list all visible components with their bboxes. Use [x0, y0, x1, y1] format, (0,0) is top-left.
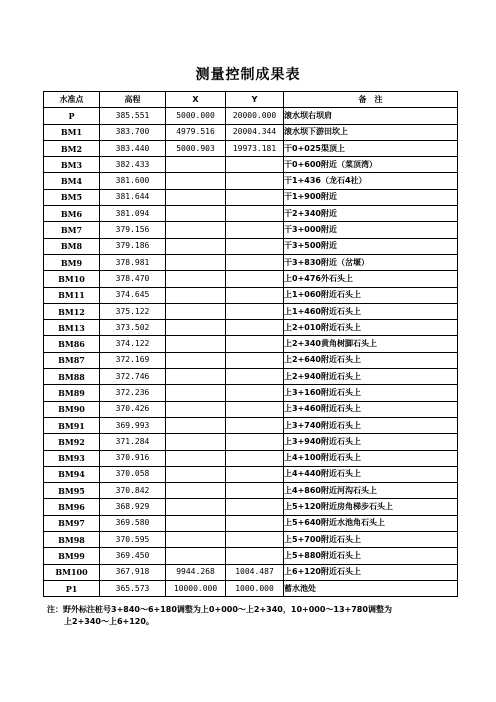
elevation-cell: 383.440 — [100, 140, 166, 156]
elevation-cell: 374.122 — [100, 336, 166, 352]
table-row — [44, 320, 458, 336]
remarks-cell: 上4+860附近河沟石头上 — [284, 483, 458, 499]
x-coordinate-cell — [166, 222, 226, 238]
elevation-cell: 375.122 — [100, 303, 166, 319]
x-coordinate-cell — [166, 548, 226, 564]
footnote-line-1: 注：野外标注桩号3+840～6+180调整为上0+000～上2+340，10+000～13+780调整为 — [47, 605, 392, 614]
x-coordinate-cell — [166, 157, 226, 173]
benchmark-cell: BM89 — [44, 385, 100, 401]
benchmark-cell: BM1 — [44, 124, 100, 140]
remarks-cell: 上3+740附近石头上 — [284, 417, 458, 433]
benchmark-cell: BM93 — [44, 450, 100, 466]
table-row — [44, 352, 458, 368]
benchmark-cell: BM5 — [44, 189, 100, 205]
x-coordinate-cell — [166, 303, 226, 319]
y-coordinate-cell — [226, 271, 284, 287]
elevation-cell: 379.186 — [100, 238, 166, 254]
x-coordinate-cell — [166, 206, 226, 222]
benchmark-cell: BM90 — [44, 401, 100, 417]
benchmark-cell: BM6 — [44, 206, 100, 222]
benchmark-cell: BM4 — [44, 173, 100, 189]
y-coordinate-cell — [226, 320, 284, 336]
benchmark-cell: BM100 — [44, 564, 100, 580]
y-coordinate-cell — [226, 157, 284, 173]
remarks-cell: 干2+340附近 — [284, 206, 458, 222]
y-coordinate-cell — [226, 254, 284, 270]
x-coordinate-cell: 9944.268 — [166, 564, 226, 580]
x-coordinate-cell — [166, 434, 226, 450]
benchmark-cell: BM3 — [44, 157, 100, 173]
y-coordinate-cell — [226, 336, 284, 352]
table-row — [44, 401, 458, 417]
x-coordinate-cell — [166, 287, 226, 303]
benchmark-cell: BM92 — [44, 434, 100, 450]
remarks-cell: 滚水坝下游田坎上 — [284, 124, 458, 140]
benchmark-cell: BM95 — [44, 483, 100, 499]
remarks-cell: 上0+476外石头上 — [284, 271, 458, 287]
benchmark-cell: BM2 — [44, 140, 100, 156]
y-coordinate-cell: 20000.000 — [226, 108, 284, 124]
elevation-cell: 372.236 — [100, 385, 166, 401]
benchmark-cell: BM94 — [44, 466, 100, 482]
table-row — [44, 189, 458, 205]
table-row — [44, 108, 458, 124]
elevation-cell: 369.580 — [100, 515, 166, 531]
x-coordinate-cell — [166, 238, 226, 254]
x-coordinate-cell — [166, 369, 226, 385]
y-coordinate-cell: 19973.181 — [226, 140, 284, 156]
remarks-cell: 上3+160附近石头上 — [284, 385, 458, 401]
column-header-remarks: 备 注 — [284, 92, 458, 108]
table-row — [44, 206, 458, 222]
table-row — [44, 336, 458, 352]
elevation-cell: 379.156 — [100, 222, 166, 238]
remarks-cell: 干3+000附近 — [284, 222, 458, 238]
table-row — [44, 417, 458, 433]
table-row — [44, 580, 458, 596]
y-coordinate-cell — [226, 532, 284, 548]
remarks-cell: 上4+100附近石头上 — [284, 450, 458, 466]
benchmark-cell: BM11 — [44, 287, 100, 303]
y-coordinate-cell — [226, 385, 284, 401]
elevation-cell: 373.502 — [100, 320, 166, 336]
table-row — [44, 385, 458, 401]
table-row — [44, 434, 458, 450]
column-header-y: Y — [226, 92, 284, 108]
x-coordinate-cell — [166, 352, 226, 368]
remarks-cell: 上5+700附近石头上 — [284, 532, 458, 548]
remarks-cell: 干3+500附近 — [284, 238, 458, 254]
elevation-cell: 378.981 — [100, 254, 166, 270]
benchmark-cell: BM10 — [44, 271, 100, 287]
x-coordinate-cell: 5000.000 — [166, 108, 226, 124]
remarks-cell: 上1+460附近石头上 — [284, 303, 458, 319]
footnote-line-2: 上2+340～上6+120。 — [64, 617, 154, 626]
y-coordinate-cell — [226, 466, 284, 482]
x-coordinate-cell — [166, 450, 226, 466]
table-row — [44, 271, 458, 287]
table-header-row — [44, 92, 458, 108]
benchmark-cell: BM13 — [44, 320, 100, 336]
elevation-cell: 383.700 — [100, 124, 166, 140]
x-coordinate-cell — [166, 466, 226, 482]
remarks-cell: 干1+900附近 — [284, 189, 458, 205]
table-row — [44, 499, 458, 515]
y-coordinate-cell — [226, 173, 284, 189]
x-coordinate-cell: 10000.000 — [166, 580, 226, 596]
x-coordinate-cell — [166, 189, 226, 205]
table-row — [44, 303, 458, 319]
remarks-cell: 上1+060附近石头上 — [284, 287, 458, 303]
remarks-cell: 上5+880附近石头上 — [284, 548, 458, 564]
table-row — [44, 369, 458, 385]
elevation-cell: 370.426 — [100, 401, 166, 417]
elevation-cell: 367.918 — [100, 564, 166, 580]
x-coordinate-cell — [166, 320, 226, 336]
x-coordinate-cell — [166, 173, 226, 189]
benchmark-cell: BM88 — [44, 369, 100, 385]
elevation-cell: 372.169 — [100, 352, 166, 368]
y-coordinate-cell — [226, 369, 284, 385]
column-header-elevation: 高程 — [100, 92, 166, 108]
y-coordinate-cell — [226, 287, 284, 303]
table-row — [44, 287, 458, 303]
y-coordinate-cell — [226, 352, 284, 368]
table-row — [44, 532, 458, 548]
elevation-cell: 385.551 — [100, 108, 166, 124]
table-row — [44, 548, 458, 564]
table-row — [44, 173, 458, 189]
y-coordinate-cell — [226, 206, 284, 222]
elevation-cell: 374.645 — [100, 287, 166, 303]
benchmark-cell: BM87 — [44, 352, 100, 368]
remarks-cell: 干0+600附近（菜顶湾） — [284, 157, 458, 173]
x-coordinate-cell — [166, 385, 226, 401]
y-coordinate-cell — [226, 401, 284, 417]
benchmark-cell: BM86 — [44, 336, 100, 352]
x-coordinate-cell — [166, 336, 226, 352]
benchmark-cell: BM91 — [44, 417, 100, 433]
page-title: 测量控制成果表 — [195, 67, 301, 83]
x-coordinate-cell — [166, 271, 226, 287]
y-coordinate-cell — [226, 515, 284, 531]
table-row — [44, 140, 458, 156]
remarks-cell: 上6+120附近石头上 — [284, 564, 458, 580]
x-coordinate-cell — [166, 417, 226, 433]
remarks-cell: 上5+120附近房角梯步石头上 — [284, 499, 458, 515]
elevation-cell: 368.929 — [100, 499, 166, 515]
column-header-x: X — [166, 92, 226, 108]
x-coordinate-cell — [166, 532, 226, 548]
benchmark-cell: BM9 — [44, 254, 100, 270]
benchmark-cell: BM99 — [44, 548, 100, 564]
benchmark-cell: BM97 — [44, 515, 100, 531]
benchmark-cell: P — [44, 108, 100, 124]
table-row — [44, 450, 458, 466]
remarks-cell: 干1+436（龙石4社） — [284, 173, 458, 189]
elevation-cell: 369.993 — [100, 417, 166, 433]
elevation-cell: 365.573 — [100, 580, 166, 596]
y-coordinate-cell: 1004.487 — [226, 564, 284, 580]
y-coordinate-cell — [226, 499, 284, 515]
table-row — [44, 483, 458, 499]
remarks-cell: 干0+025渠顶上 — [284, 140, 458, 156]
table-row — [44, 238, 458, 254]
benchmark-cell: BM96 — [44, 499, 100, 515]
y-coordinate-cell — [226, 222, 284, 238]
table-row — [44, 564, 458, 580]
elevation-cell: 370.916 — [100, 450, 166, 466]
remarks-cell: 滚水坝右坝肩 — [284, 108, 458, 124]
elevation-cell: 381.600 — [100, 173, 166, 189]
elevation-cell: 370.842 — [100, 483, 166, 499]
remarks-cell: 上2+640附近石头上 — [284, 352, 458, 368]
y-coordinate-cell — [226, 238, 284, 254]
table-row — [44, 222, 458, 238]
x-coordinate-cell: 4979.516 — [166, 124, 226, 140]
elevation-cell: 381.644 — [100, 189, 166, 205]
survey-control-table — [43, 91, 458, 597]
y-coordinate-cell — [226, 434, 284, 450]
elevation-cell: 382.433 — [100, 157, 166, 173]
remarks-cell: 上2+340黄角树脚石头上 — [284, 336, 458, 352]
remarks-cell: 上4+440附近石头上 — [284, 466, 458, 482]
x-coordinate-cell — [166, 401, 226, 417]
table-row — [44, 254, 458, 270]
table-row — [44, 515, 458, 531]
remarks-cell: 蓄水池处 — [284, 580, 458, 596]
y-coordinate-cell — [226, 483, 284, 499]
benchmark-cell: BM8 — [44, 238, 100, 254]
elevation-cell: 370.058 — [100, 466, 166, 482]
y-coordinate-cell — [226, 450, 284, 466]
remarks-cell: 干3+830附近（岔堰） — [284, 254, 458, 270]
elevation-cell: 369.450 — [100, 548, 166, 564]
remarks-cell: 上3+940附近石头上 — [284, 434, 458, 450]
y-coordinate-cell — [226, 189, 284, 205]
elevation-cell: 371.284 — [100, 434, 166, 450]
table-row — [44, 157, 458, 173]
x-coordinate-cell — [166, 515, 226, 531]
footnote — [47, 604, 467, 628]
benchmark-cell: BM12 — [44, 303, 100, 319]
table-row — [44, 124, 458, 140]
benchmark-cell: P1 — [44, 580, 100, 596]
elevation-cell: 372.746 — [100, 369, 166, 385]
table-row — [44, 466, 458, 482]
y-coordinate-cell: 20004.344 — [226, 124, 284, 140]
x-coordinate-cell — [166, 483, 226, 499]
remarks-cell: 上3+460附近石头上 — [284, 401, 458, 417]
elevation-cell: 381.094 — [100, 206, 166, 222]
x-coordinate-cell — [166, 499, 226, 515]
remarks-cell: 上2+010附近石头上 — [284, 320, 458, 336]
x-coordinate-cell — [166, 254, 226, 270]
benchmark-cell: BM98 — [44, 532, 100, 548]
remarks-cell: 上2+940附近石头上 — [284, 369, 458, 385]
column-header-benchmark: 水准点 — [44, 92, 100, 108]
remarks-cell: 上5+640附近水池角石头上 — [284, 515, 458, 531]
y-coordinate-cell: 1000.000 — [226, 580, 284, 596]
y-coordinate-cell — [226, 417, 284, 433]
y-coordinate-cell — [226, 303, 284, 319]
y-coordinate-cell — [226, 548, 284, 564]
benchmark-cell: BM7 — [44, 222, 100, 238]
elevation-cell: 378.470 — [100, 271, 166, 287]
x-coordinate-cell: 5000.903 — [166, 140, 226, 156]
elevation-cell: 370.595 — [100, 532, 166, 548]
